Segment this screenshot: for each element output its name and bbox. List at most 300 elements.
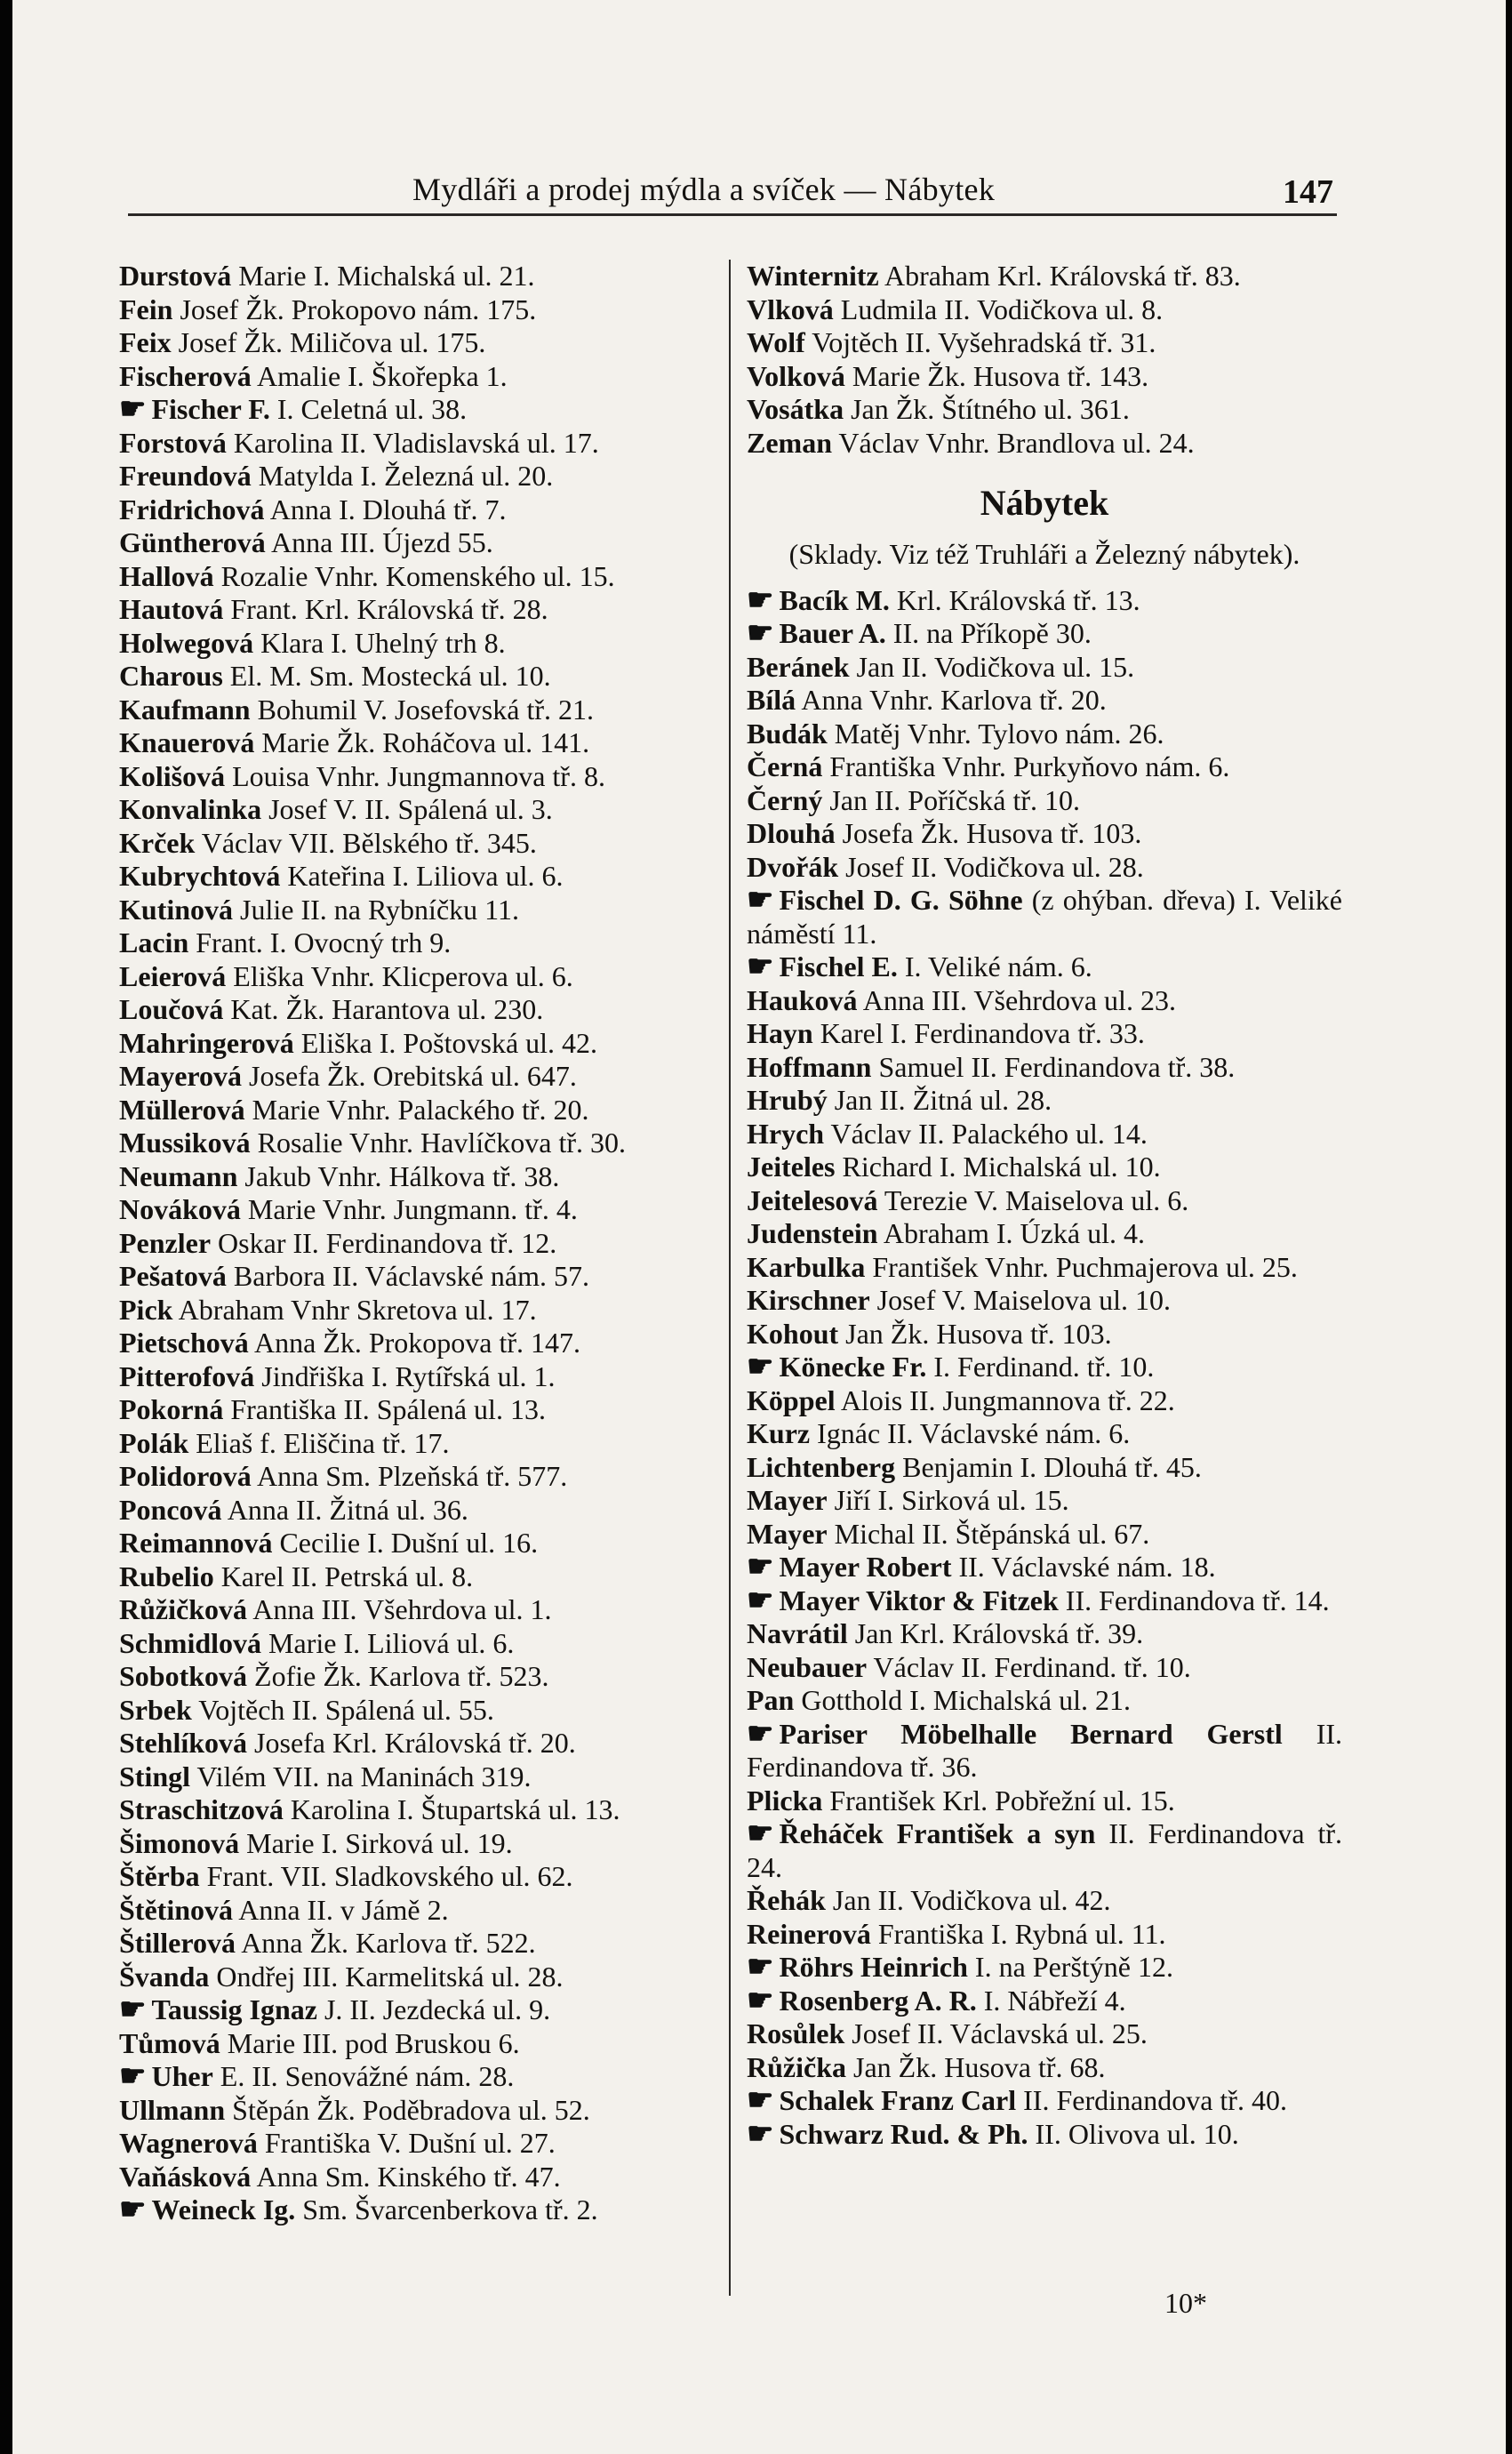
directory-entry bbox=[119, 1694, 715, 1728]
entry-details: Karel I. Ferdinandova tř. 33. bbox=[820, 1017, 1145, 1049]
entry-name: Řehák bbox=[747, 1884, 826, 1916]
entry-details: I. na Perštýně 12. bbox=[974, 1951, 1173, 1983]
directory-entry bbox=[747, 1384, 1342, 1418]
entry-name: Hallová bbox=[119, 559, 214, 592]
entry-name: Könecke Fr. bbox=[779, 1351, 927, 1383]
directory-entry bbox=[747, 1217, 1342, 1251]
entry-details: Anna Sm. Plzeňská tř. 577. bbox=[256, 1460, 568, 1492]
entry-name: Kutinová bbox=[119, 893, 234, 926]
entry-details: Kat. Žk. Harantova ul. 230. bbox=[230, 993, 544, 1025]
directory-entry bbox=[747, 617, 1342, 651]
directory-entry bbox=[747, 1518, 1342, 1552]
entry-details: Kateřina I. Liliova ul. 6. bbox=[287, 860, 564, 892]
directory-entry bbox=[747, 1617, 1342, 1651]
entry-name: Volková bbox=[747, 359, 845, 392]
directory-entry bbox=[119, 894, 715, 927]
directory-entry bbox=[119, 827, 715, 861]
entry-details: II. Ferdinandova tř. 40. bbox=[1023, 2084, 1287, 2116]
entry-name: Jeitelesová bbox=[747, 1183, 878, 1216]
entry-details: Jindřiška I. Rytířská ul. 1. bbox=[261, 1359, 556, 1392]
entry-name: Šimonová bbox=[119, 1826, 240, 1859]
soap-makers-continued bbox=[747, 260, 1342, 460]
directory-entry bbox=[747, 1151, 1342, 1184]
directory-entry bbox=[119, 1060, 715, 1094]
directory-entry bbox=[119, 1961, 715, 1994]
entry-name: Hoffmann bbox=[747, 1050, 872, 1083]
entry-name: Weineck Ig. bbox=[151, 2193, 296, 2225]
entry-details: Marie I. Michalská ul. 21. bbox=[238, 260, 535, 292]
entry-details: I. Veliké nám. 6. bbox=[904, 950, 1092, 982]
entry-details: Ludmila II. Vodičkova ul. 8. bbox=[840, 293, 1164, 325]
entry-details: Sm. Švarcenberkova tř. 2. bbox=[302, 2193, 598, 2225]
directory-entry bbox=[119, 1927, 715, 1961]
entry-name: Hayn bbox=[747, 1017, 813, 1049]
page-number: 147 bbox=[1283, 173, 1333, 211]
directory-entry bbox=[119, 1627, 715, 1661]
left-column bbox=[119, 260, 715, 2227]
directory-entry bbox=[119, 526, 715, 560]
directory-entry bbox=[747, 1918, 1342, 1952]
entry-name: Uher bbox=[151, 2060, 213, 2092]
entry-name: Pitterofová bbox=[119, 1359, 255, 1392]
entry-details: Rosalie Vnhr. Havlíčkova tř. 30. bbox=[257, 1127, 627, 1159]
entry-name: Kohout bbox=[747, 1317, 839, 1350]
directory-entry bbox=[119, 1593, 715, 1627]
directory-entry bbox=[747, 1817, 1342, 1884]
entry-name: Švanda bbox=[119, 1960, 210, 1993]
directory-entry bbox=[747, 1718, 1342, 1784]
directory-entry bbox=[747, 851, 1342, 885]
directory-entry bbox=[747, 1551, 1342, 1584]
entry-details: Alois II. Jungmannova tř. 22. bbox=[840, 1383, 1175, 1416]
entry-name: Stehlíková bbox=[119, 1727, 248, 1759]
entry-details: Karolina I. Štupartská ul. 13. bbox=[290, 1793, 620, 1825]
entry-details: Františka V. Dušní ul. 27. bbox=[264, 2127, 556, 2159]
entry-details: Bohumil V. Josefovská tř. 21. bbox=[257, 693, 594, 726]
directory-entry bbox=[119, 1294, 715, 1327]
directory-entry bbox=[119, 860, 715, 894]
directory-entry bbox=[119, 2193, 715, 2227]
entry-details: Karolina II. Vladislavská ul. 17. bbox=[233, 426, 599, 459]
entry-details: Jan Krl. Královská tř. 39. bbox=[854, 1617, 1144, 1649]
directory-entry bbox=[119, 560, 715, 594]
running-title: Mydláři a prodej mýdla a svíček — Nábytek bbox=[412, 172, 996, 207]
entry-details: Josef Žk. Prokopovo nám. 175. bbox=[180, 293, 537, 325]
directory-entry bbox=[747, 684, 1342, 718]
entry-details: Josefa Krl. Královská tř. 20. bbox=[254, 1727, 576, 1759]
entry-name: Fischel D. G. Söhne bbox=[779, 884, 1023, 916]
entry-name: Černá bbox=[747, 750, 823, 782]
entry-name: Durstová bbox=[119, 260, 232, 292]
entry-name: Černý bbox=[747, 783, 823, 816]
pointing-hand-icon: ☛ bbox=[119, 1993, 147, 2026]
entry-details: Vojtěch II. Vyšehradská tř. 31. bbox=[812, 326, 1156, 358]
entry-details: Marie Žk. Husova tř. 143. bbox=[852, 359, 1149, 392]
entry-name: Schalek Franz Carl bbox=[779, 2084, 1017, 2116]
entry-name: Bauer A. bbox=[779, 617, 886, 649]
directory-entry bbox=[747, 1684, 1342, 1718]
entry-name: Bílá bbox=[747, 684, 796, 716]
entry-details: II. na Příkopě 30. bbox=[892, 617, 1092, 649]
entry-details: Abraham Vnhr Skretova ul. 17. bbox=[178, 1293, 537, 1326]
directory-entry bbox=[747, 1417, 1342, 1451]
entry-details: Matěj Vnhr. Tylovo nám. 26. bbox=[834, 717, 1164, 750]
entry-details: II. Ferdinandova tř. 24. bbox=[747, 1817, 1343, 1883]
entry-name: Navrátil bbox=[747, 1617, 848, 1649]
directory-entry bbox=[119, 1427, 715, 1461]
entry-details: Jan II. Vodičkova ul. 42. bbox=[832, 1884, 1111, 1916]
directory-entry bbox=[119, 1760, 715, 1794]
pointing-hand-icon: ☛ bbox=[747, 1817, 774, 1850]
directory-entry bbox=[119, 793, 715, 827]
directory-entry bbox=[119, 1460, 715, 1494]
directory-entry bbox=[747, 984, 1342, 1018]
entry-name: Köppel bbox=[747, 1383, 836, 1416]
entry-name: Rubelio bbox=[119, 1560, 214, 1592]
pointing-hand-icon: ☛ bbox=[747, 1584, 774, 1617]
pointing-hand-icon: ☛ bbox=[119, 393, 147, 426]
entry-details: Jakub Vnhr. Hálkova tř. 38. bbox=[244, 1159, 560, 1192]
entry-details: I. Celetná ul. 38. bbox=[276, 393, 468, 425]
entry-details: Václav Vnhr. Brandlova ul. 24. bbox=[838, 426, 1195, 459]
directory-entry bbox=[119, 960, 715, 994]
section-title: Nábytek bbox=[980, 483, 1109, 523]
directory-entry bbox=[747, 393, 1342, 427]
entry-details: Jan Žk. Husova tř. 103. bbox=[845, 1317, 1112, 1350]
entry-details: Benjamin I. Dlouhá tř. 45. bbox=[902, 1450, 1202, 1483]
directory-entry bbox=[119, 1393, 715, 1427]
entry-name: Jeiteles bbox=[747, 1151, 836, 1183]
directory-entry bbox=[747, 1784, 1342, 1818]
entry-details: Karel II. Petrská ul. 8. bbox=[220, 1560, 474, 1592]
directory-entry bbox=[747, 1017, 1342, 1051]
directory-entry bbox=[119, 1227, 715, 1261]
directory-entry bbox=[119, 1027, 715, 1061]
entry-name: Pan bbox=[747, 1684, 795, 1716]
directory-entry bbox=[747, 1651, 1342, 1685]
directory-entry bbox=[747, 884, 1342, 950]
directory-entry bbox=[119, 1527, 715, 1560]
directory-entry bbox=[747, 750, 1342, 784]
entry-name: Pariser Möbelhalle Bernard Gerstl bbox=[779, 1717, 1283, 1750]
entry-details: I. Ferdinand. tř. 10. bbox=[933, 1351, 1155, 1383]
entry-details: Marie III. pod Bruskou 6. bbox=[227, 2026, 520, 2059]
entry-details: El. M. Sm. Mostecká ul. 10. bbox=[229, 660, 551, 692]
entry-details: Frant. I. Ovocný trh 9. bbox=[196, 926, 452, 958]
directory-entry bbox=[747, 260, 1342, 293]
entry-name: Knauerová bbox=[119, 726, 255, 758]
directory-entry bbox=[747, 293, 1342, 327]
entry-details: Anna Sm. Kinského tř. 47. bbox=[256, 2160, 561, 2193]
entry-details: František Vnhr. Puchmajerova ul. 25. bbox=[872, 1250, 1298, 1283]
directory-entry bbox=[747, 427, 1342, 461]
entry-name: Reinerová bbox=[747, 1917, 871, 1950]
directory-page bbox=[12, 0, 1506, 2454]
entry-details: Anna III. Všehrdova ul. 23. bbox=[862, 983, 1176, 1016]
directory-entry bbox=[747, 1584, 1342, 1618]
entry-name: Vosátka bbox=[747, 393, 844, 425]
directory-entry bbox=[119, 493, 715, 527]
entry-name: Kirschner bbox=[747, 1284, 870, 1316]
entry-details: Richard I. Michalská ul. 10. bbox=[842, 1151, 1161, 1183]
directory-entry bbox=[119, 593, 715, 627]
directory-entry bbox=[119, 760, 715, 794]
directory-entry bbox=[119, 926, 715, 960]
directory-entry bbox=[119, 293, 715, 327]
entry-name: Karbulka bbox=[747, 1250, 866, 1283]
entry-name: Röhrs Heinrich bbox=[779, 1951, 968, 1983]
entry-details: II. Olivova ul. 10. bbox=[1035, 2117, 1239, 2150]
entry-details: Vilém VII. na Maninách 319. bbox=[196, 1760, 532, 1792]
entry-details: Klara I. Uhelný trh 8. bbox=[260, 626, 506, 659]
entry-details: Anna II. Žitná ul. 36. bbox=[227, 1493, 468, 1526]
entry-name: Kubrychtová bbox=[119, 860, 281, 892]
pointing-hand-icon: ☛ bbox=[747, 1951, 774, 1984]
directory-entry bbox=[119, 2127, 715, 2161]
directory-entry bbox=[747, 1451, 1342, 1485]
entry-details: Frant. Krl. Královská tř. 28. bbox=[230, 593, 548, 625]
entry-name: Neubauer bbox=[747, 1650, 868, 1683]
directory-entry bbox=[119, 726, 715, 760]
entry-details: Františka Vnhr. Purkyňovo nám. 6. bbox=[829, 750, 1230, 782]
pointing-hand-icon: ☛ bbox=[119, 2060, 147, 2093]
directory-entry bbox=[747, 1184, 1342, 1218]
entry-name: Charous bbox=[119, 660, 223, 692]
entry-name: Leierová bbox=[119, 959, 227, 992]
entry-name: Bacík M. bbox=[779, 583, 890, 616]
entry-details: Marie Žk. Roháčova ul. 141. bbox=[261, 726, 590, 758]
directory-entry bbox=[747, 784, 1342, 818]
entry-name: Hrych bbox=[747, 1117, 825, 1150]
entry-name: Neumann bbox=[119, 1159, 238, 1192]
directory-entry bbox=[119, 460, 715, 493]
entry-name: Taussig Ignaz bbox=[151, 1993, 317, 2025]
entry-name: Judenstein bbox=[747, 1217, 878, 1249]
directory-entry bbox=[747, 1484, 1342, 1518]
entry-name: Mayer bbox=[747, 1484, 828, 1516]
entry-name: Stingl bbox=[119, 1760, 191, 1792]
entry-name: Řeháček František a syn bbox=[779, 1817, 1096, 1849]
entry-name: Poncová bbox=[119, 1493, 222, 1526]
entry-name: Fischer F. bbox=[151, 393, 270, 425]
directory-entry bbox=[119, 1894, 715, 1928]
entry-name: Holwegová bbox=[119, 626, 254, 659]
entry-details: J. II. Jezdecká ul. 9. bbox=[324, 1993, 551, 2025]
entry-name: Loučová bbox=[119, 993, 224, 1025]
entry-name: Vlková bbox=[747, 293, 834, 325]
entry-name: Feix bbox=[119, 326, 172, 358]
entry-details: Anna III. Všehrdova ul. 1. bbox=[252, 1593, 552, 1625]
entry-name: Růžička bbox=[747, 2050, 846, 2083]
entry-name: Fischerová bbox=[119, 359, 252, 392]
directory-entry bbox=[119, 2027, 715, 2061]
directory-entry bbox=[747, 950, 1342, 984]
directory-entry bbox=[747, 2051, 1342, 2085]
entry-details: Anna III. Újezd 55. bbox=[271, 526, 493, 558]
entry-details: II. Ferdinandova tř. 36. bbox=[747, 1717, 1342, 1783]
entry-name: Polák bbox=[119, 1426, 189, 1459]
pointing-hand-icon: ☛ bbox=[747, 884, 774, 917]
entry-name: Mussiková bbox=[119, 1127, 251, 1159]
entry-name: Tůmová bbox=[119, 2026, 220, 2059]
directory-entry bbox=[119, 1327, 715, 1360]
directory-entry bbox=[119, 1094, 715, 1127]
entry-name: Rosenberg A. R. bbox=[779, 1984, 977, 2017]
entry-details: Josefa Žk. Husova tř. 103. bbox=[842, 817, 1142, 849]
entry-name: Penzler bbox=[119, 1226, 212, 1259]
directory-entry bbox=[119, 1727, 715, 1760]
entry-name: Lacin bbox=[119, 926, 189, 958]
entry-name: Plicka bbox=[747, 1784, 823, 1816]
entry-name: Pešatová bbox=[119, 1260, 227, 1292]
entry-details: Terezie V. Maiselova ul. 6. bbox=[884, 1183, 1189, 1216]
entry-details: Eliška Vnhr. Klicperova ul. 6. bbox=[233, 959, 573, 992]
entry-name: Hrubý bbox=[747, 1084, 828, 1116]
entry-details: II. Ferdinandova tř. 14. bbox=[1065, 1584, 1330, 1616]
entry-details: Frant. VII. Sladkovského ul. 62. bbox=[206, 1860, 573, 1892]
pointing-hand-icon: ☛ bbox=[747, 1551, 774, 1584]
entry-name: Štětinová bbox=[119, 1893, 233, 1926]
entry-details: Františka I. Rybná ul. 11. bbox=[877, 1917, 1166, 1950]
page-header bbox=[128, 160, 1337, 216]
entry-details: Josef V. II. Spálená ul. 3. bbox=[268, 793, 553, 825]
entry-details: Václav II. Ferdinand. tř. 10. bbox=[873, 1650, 1191, 1683]
directory-entry bbox=[119, 694, 715, 727]
entry-details: Josef V. Maiselova ul. 10. bbox=[876, 1284, 1171, 1316]
directory-entry bbox=[747, 718, 1342, 751]
entry-details: (z ohýban. dřeva) I. Veliké náměstí 11. bbox=[747, 884, 1343, 950]
directory-entry bbox=[119, 627, 715, 661]
pointing-hand-icon: ☛ bbox=[119, 2193, 147, 2226]
directory-entry bbox=[119, 360, 715, 394]
entry-details: Louisa Vnhr. Jungmannova tř. 8. bbox=[232, 759, 605, 792]
entry-details: Josef Žk. Miličova ul. 175. bbox=[178, 326, 486, 358]
entry-details: Ondřej III. Karmelitská ul. 28. bbox=[216, 1960, 564, 1993]
entry-details: Jan Žk. Husova tř. 68. bbox=[853, 2050, 1106, 2083]
directory-entry bbox=[119, 2161, 715, 2194]
entry-name: Dvořák bbox=[747, 850, 839, 883]
entry-name: Straschitzová bbox=[119, 1793, 284, 1825]
section-note: (Sklady. Viz též Truhláři a Železný nábytek). bbox=[788, 537, 1300, 570]
entry-name: Štillerová bbox=[119, 1927, 236, 1959]
entry-details: Anna Vnhr. Karlova tř. 20. bbox=[801, 684, 1107, 716]
directory-entry bbox=[119, 393, 715, 427]
entry-name: Vaňásková bbox=[119, 2160, 252, 2193]
entry-details: Krl. Královská tř. 13. bbox=[896, 583, 1140, 616]
entry-details: Josef II. Vodičkova ul. 28. bbox=[845, 850, 1144, 883]
directory-entry bbox=[747, 651, 1342, 685]
right-column bbox=[747, 260, 1342, 2151]
entry-details: Štěpán Žk. Poděbradova ul. 52. bbox=[232, 2093, 590, 2126]
entry-details: Josef II. Václavská ul. 25. bbox=[852, 2017, 1148, 2049]
entry-name: Růžičková bbox=[119, 1593, 247, 1625]
entry-details: Ignác II. Václavské nám. 6. bbox=[817, 1417, 1131, 1449]
entry-details: Anna I. Dlouhá tř. 7. bbox=[269, 493, 507, 525]
entry-details: Václav VII. Bělského tř. 345. bbox=[201, 826, 537, 859]
directory-entry bbox=[119, 1494, 715, 1528]
directory-entry bbox=[747, 360, 1342, 394]
directory-entry bbox=[119, 1160, 715, 1194]
directory-entry bbox=[119, 1360, 715, 1394]
pointing-hand-icon: ☛ bbox=[747, 1351, 774, 1383]
entry-name: Kaufmann bbox=[119, 693, 251, 726]
directory-entry bbox=[747, 817, 1342, 851]
directory-entry bbox=[747, 1951, 1342, 1985]
entry-name: Rosůlek bbox=[747, 2017, 845, 2049]
directory-entry bbox=[747, 2118, 1342, 2152]
entry-details: Eliška I. Poštovská ul. 42. bbox=[300, 1026, 598, 1059]
entry-name: Mayerová bbox=[119, 1060, 243, 1092]
entry-details: E. II. Senovážné nám. 28. bbox=[220, 2060, 515, 2092]
entry-details: Julie II. na Rybníčku 11. bbox=[240, 893, 519, 926]
directory-entry bbox=[747, 1051, 1342, 1085]
directory-entry bbox=[119, 427, 715, 461]
entry-name: Wolf bbox=[747, 326, 805, 358]
directory-entry bbox=[747, 584, 1342, 618]
directory-entry bbox=[119, 1193, 715, 1227]
entry-details: Jan II. Žitná ul. 28. bbox=[834, 1084, 1052, 1116]
entry-name: Freundová bbox=[119, 460, 252, 492]
entry-name: Pietschová bbox=[119, 1327, 249, 1359]
directory-entry bbox=[119, 1560, 715, 1594]
entry-name: Budák bbox=[747, 717, 828, 750]
directory-entry bbox=[119, 660, 715, 694]
entry-details: Jan II. Poříčská tř. 10. bbox=[829, 783, 1081, 816]
entry-details: Jan II. Vodičkova ul. 15. bbox=[856, 650, 1135, 683]
entry-details: Eliaš f. Eliščina tř. 17. bbox=[196, 1426, 450, 1459]
directory-entry bbox=[747, 2017, 1342, 2051]
entry-details: Gotthold I. Michalská ul. 21. bbox=[801, 1684, 1131, 1716]
directory-entry bbox=[747, 2084, 1342, 2118]
entry-details: Marie I. Liliová ul. 6. bbox=[268, 1626, 515, 1659]
directory-entry bbox=[747, 1251, 1342, 1285]
entry-name: Konvalinka bbox=[119, 793, 262, 825]
entry-details: Anna II. v Jámě 2. bbox=[238, 1893, 449, 1926]
column-divider bbox=[729, 260, 731, 2296]
directory-entry bbox=[119, 260, 715, 293]
directory-entry bbox=[119, 1260, 715, 1294]
entry-details: Jan Žk. Štítného ul. 361. bbox=[851, 393, 1130, 425]
pointing-hand-icon: ☛ bbox=[747, 583, 774, 617]
entry-details: Žofie Žk. Karlova tř. 523. bbox=[254, 1660, 549, 1692]
entry-details: Barbora II. Václavské nám. 57. bbox=[233, 1260, 590, 1292]
entry-name: Schmidlová bbox=[119, 1626, 262, 1659]
entry-name: Mayer Robert bbox=[779, 1551, 952, 1583]
entry-details: Amalie I. Škořepka 1. bbox=[256, 359, 508, 392]
entry-name: Pick bbox=[119, 1293, 173, 1326]
entry-name: Ullmann bbox=[119, 2093, 226, 2126]
entry-details: Abraham I. Úzká ul. 4. bbox=[883, 1217, 1145, 1249]
entry-details: František Krl. Pobřežní ul. 15. bbox=[829, 1784, 1175, 1816]
entry-name: Kolišová bbox=[119, 759, 226, 792]
directory-entry bbox=[747, 1284, 1342, 1318]
entry-name: Fischel E. bbox=[779, 950, 898, 982]
signature-mark: 10* bbox=[1164, 2287, 1207, 2319]
entry-details: Jiří I. Sirková ul. 15. bbox=[834, 1484, 1069, 1516]
entry-details: Oskar II. Ferdinandova tř. 12. bbox=[218, 1226, 557, 1259]
entry-name: Fein bbox=[119, 293, 173, 325]
directory-entry bbox=[119, 1860, 715, 1894]
directory-entry bbox=[119, 1660, 715, 1694]
entry-details: Marie Vnhr. Palackého tř. 20. bbox=[252, 1093, 589, 1126]
entry-name: Nováková bbox=[119, 1193, 241, 1225]
directory-entry bbox=[119, 993, 715, 1027]
directory-entry bbox=[747, 1351, 1342, 1384]
entry-name: Mahringerová bbox=[119, 1026, 294, 1059]
pointing-hand-icon: ☛ bbox=[747, 617, 774, 650]
directory-entry bbox=[747, 1985, 1342, 2018]
entry-details: Cecilie I. Dušní ul. 16. bbox=[279, 1527, 539, 1559]
